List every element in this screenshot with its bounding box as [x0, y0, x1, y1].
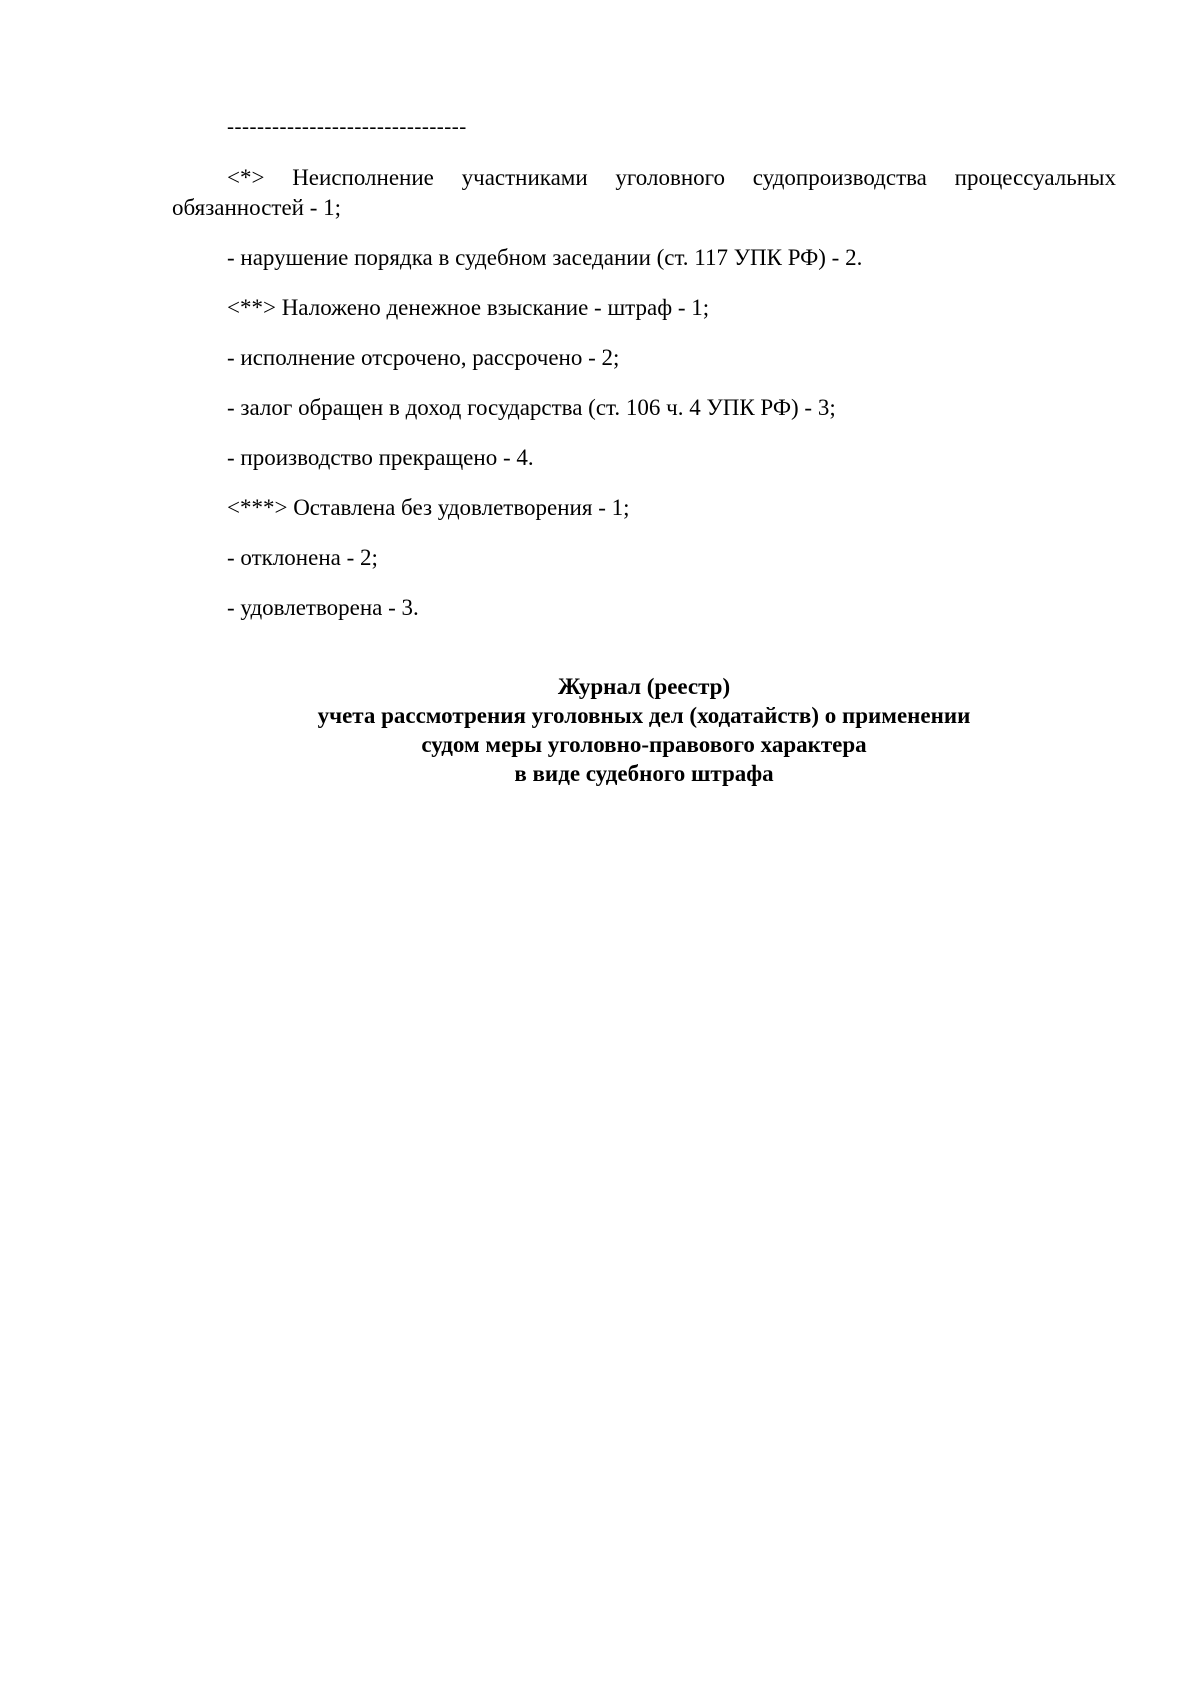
footnote-1-item-2: - нарушение порядка в судебном заседании (ст. 117 УПК РФ) - 2.	[227, 245, 863, 270]
footnote-2: <**> Наложено денежное взыскание - штраф - 1;	[227, 295, 710, 320]
footnote-3: <***> Оставлена без удовлетворения - 1;	[227, 495, 630, 520]
heading-line-4: в виде судебного штрафа	[514, 761, 774, 786]
heading-line-2: учета рассмотрения уголовных дел (ходатайств) о применении	[317, 703, 971, 728]
footnote-2-item-4: - производство прекращено - 4.	[227, 445, 534, 470]
footnote-3-item-3: - удовлетворена - 3.	[227, 595, 419, 620]
footnote-3-item-2: - отклонена - 2;	[227, 545, 378, 570]
heading-line-1: Журнал (реестр)	[557, 674, 731, 699]
footnote-1: <*> Неисполнение участниками уголовного судопроизводства процессуальных обязанностей - 1;	[172, 165, 1116, 220]
heading-line-3: судом меры уголовно-правового характера	[421, 732, 867, 757]
footnote-separator: --------------------------------	[227, 114, 467, 138]
journal-heading	[172, 672, 1116, 788]
footnote-2-item-3: - залог обращен в доход государства (ст. 106 ч. 4 УПК РФ) - 3;	[227, 395, 836, 420]
footnotes-block	[172, 163, 1116, 643]
footnote-2-item-2: - исполнение отсрочено, рассрочено - 2;	[227, 345, 620, 370]
